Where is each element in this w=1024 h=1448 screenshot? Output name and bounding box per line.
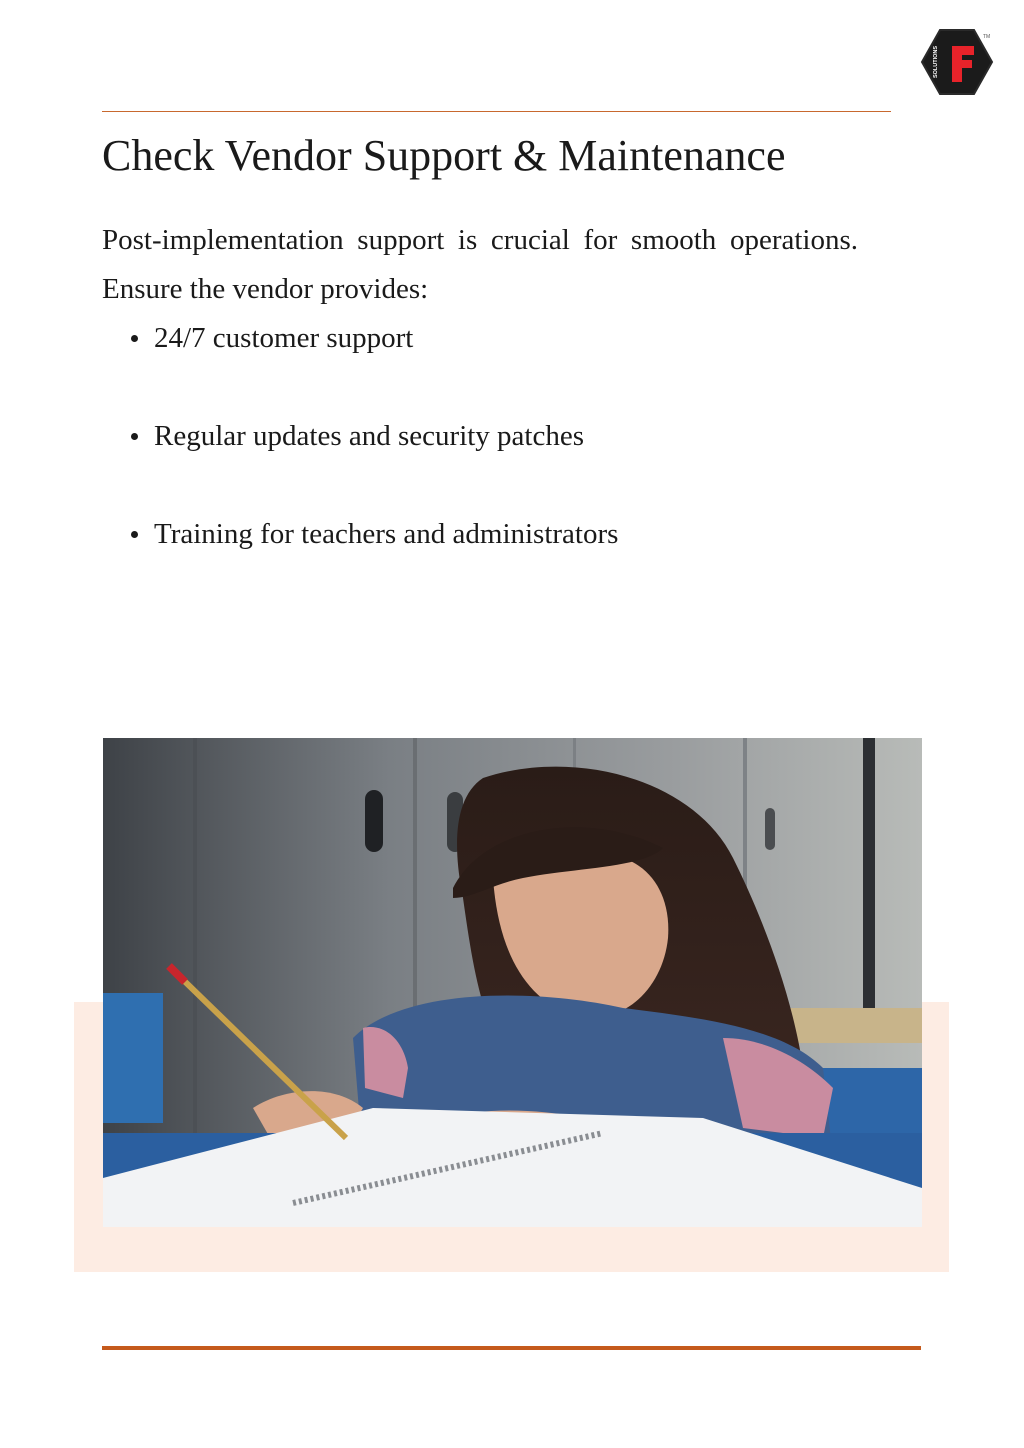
bullet-icon <box>131 531 138 538</box>
support-list <box>120 315 618 609</box>
list-item-text: Training for teachers and administrators <box>154 518 619 550</box>
list-item <box>120 315 618 361</box>
page-title: Check Vendor Support & Maintenance <box>102 131 786 180</box>
solutions-logo-icon <box>920 26 994 98</box>
bottom-divider <box>102 1346 921 1350</box>
logo-trademark: TM <box>983 34 991 40</box>
list-item <box>120 413 618 459</box>
list-item <box>120 511 618 557</box>
bullet-icon <box>131 433 138 440</box>
list-item-text: Regular updates and security patches <box>154 420 585 452</box>
logo-text: SOLUTIONS <box>933 45 939 79</box>
girl-writing-photo <box>103 738 922 1227</box>
top-divider <box>102 111 891 112</box>
intro-paragraph: Post-implementation support is crucial for smooth operations. Ensure the vendor provides: <box>102 224 858 305</box>
bullet-icon <box>131 335 138 342</box>
list-item-text: 24/7 customer support <box>154 322 414 354</box>
